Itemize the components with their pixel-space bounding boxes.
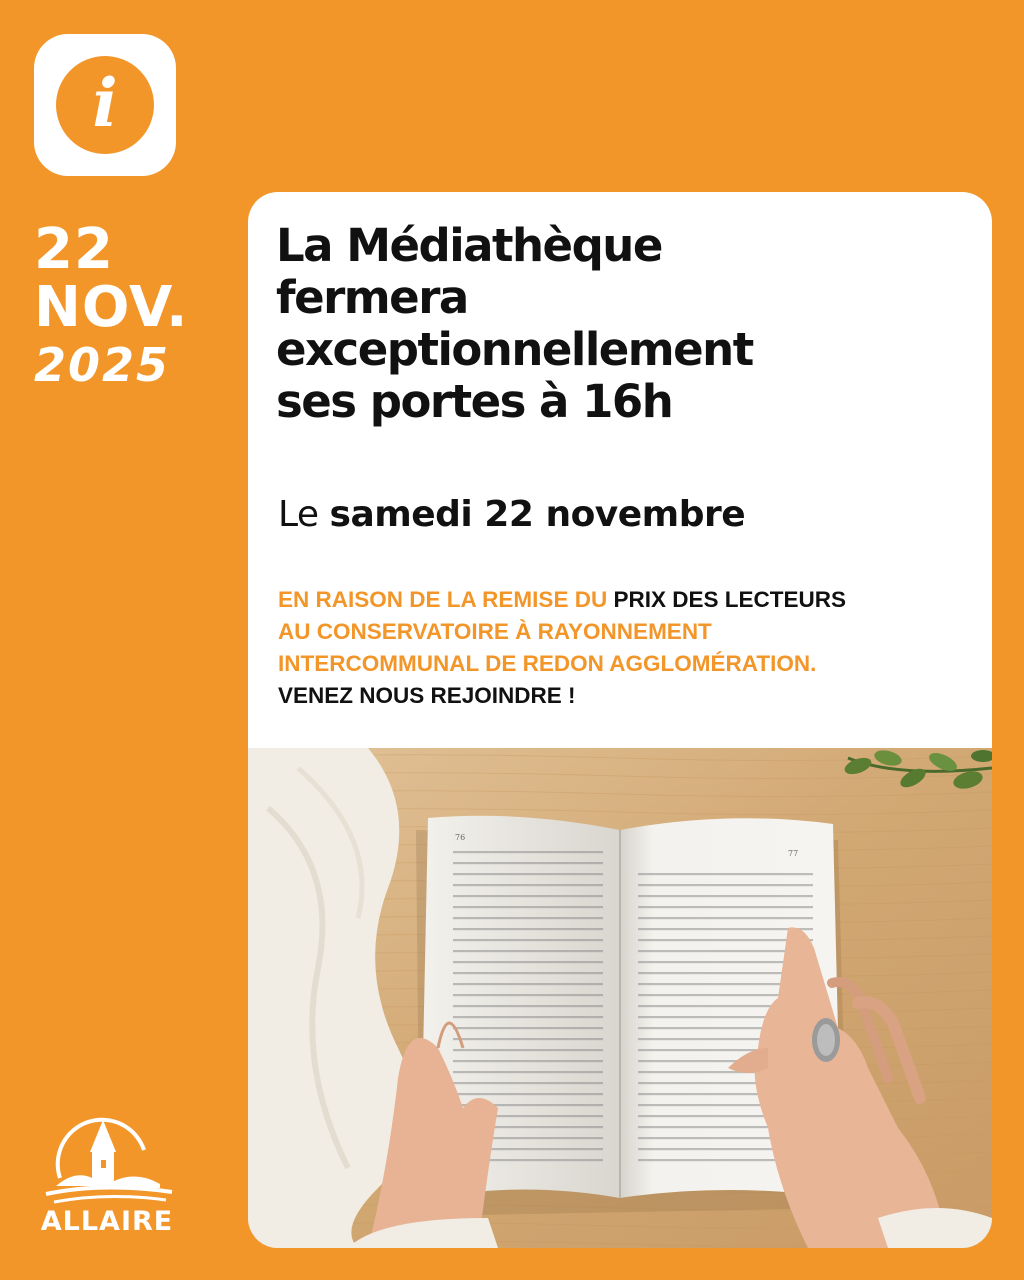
date-month: NOV. (34, 275, 189, 340)
announcement-card (248, 192, 992, 1248)
date-block (34, 217, 189, 392)
reason-part-3: AU CONSERVATOIRE À RAYONNEMENT (278, 619, 712, 644)
logo-wordmark: ALLAIRE (40, 1206, 174, 1237)
headline-line-2: fermera (276, 271, 468, 324)
info-badge (34, 34, 176, 176)
open-book-photo (248, 748, 992, 1248)
allaire-logo-icon (32, 1110, 182, 1210)
reason-part-1: EN RAISON DE LA REMISE DU (278, 587, 614, 612)
info-icon (56, 56, 154, 154)
date-day: 22 (34, 217, 114, 282)
date-line (278, 494, 745, 535)
right-page-number: 77 (788, 849, 799, 858)
reason-part-5: VENEZ NOUS REJOINDRE ! (278, 683, 576, 708)
info-glyph: i (92, 64, 118, 142)
headline-line-4: ses portes à 16h (276, 375, 673, 428)
allaire-logo (32, 1110, 182, 1250)
date-prefix: Le (278, 494, 330, 535)
headline (276, 220, 976, 428)
open-book-illustration (248, 748, 992, 1248)
date-year: 2025 (34, 338, 171, 392)
date-strong: samedi 22 novembre (329, 494, 746, 535)
headline-line-3: exceptionnellement (276, 323, 753, 376)
reason-text (278, 584, 978, 712)
reason-part-2: PRIX DES LECTEURS (613, 587, 846, 612)
left-page-number: 76 (455, 833, 466, 842)
headline-line-1: La Médiathèque (276, 219, 662, 272)
reason-part-4: INTERCOMMUNAL DE REDON AGGLOMÉRATION. (278, 651, 817, 676)
